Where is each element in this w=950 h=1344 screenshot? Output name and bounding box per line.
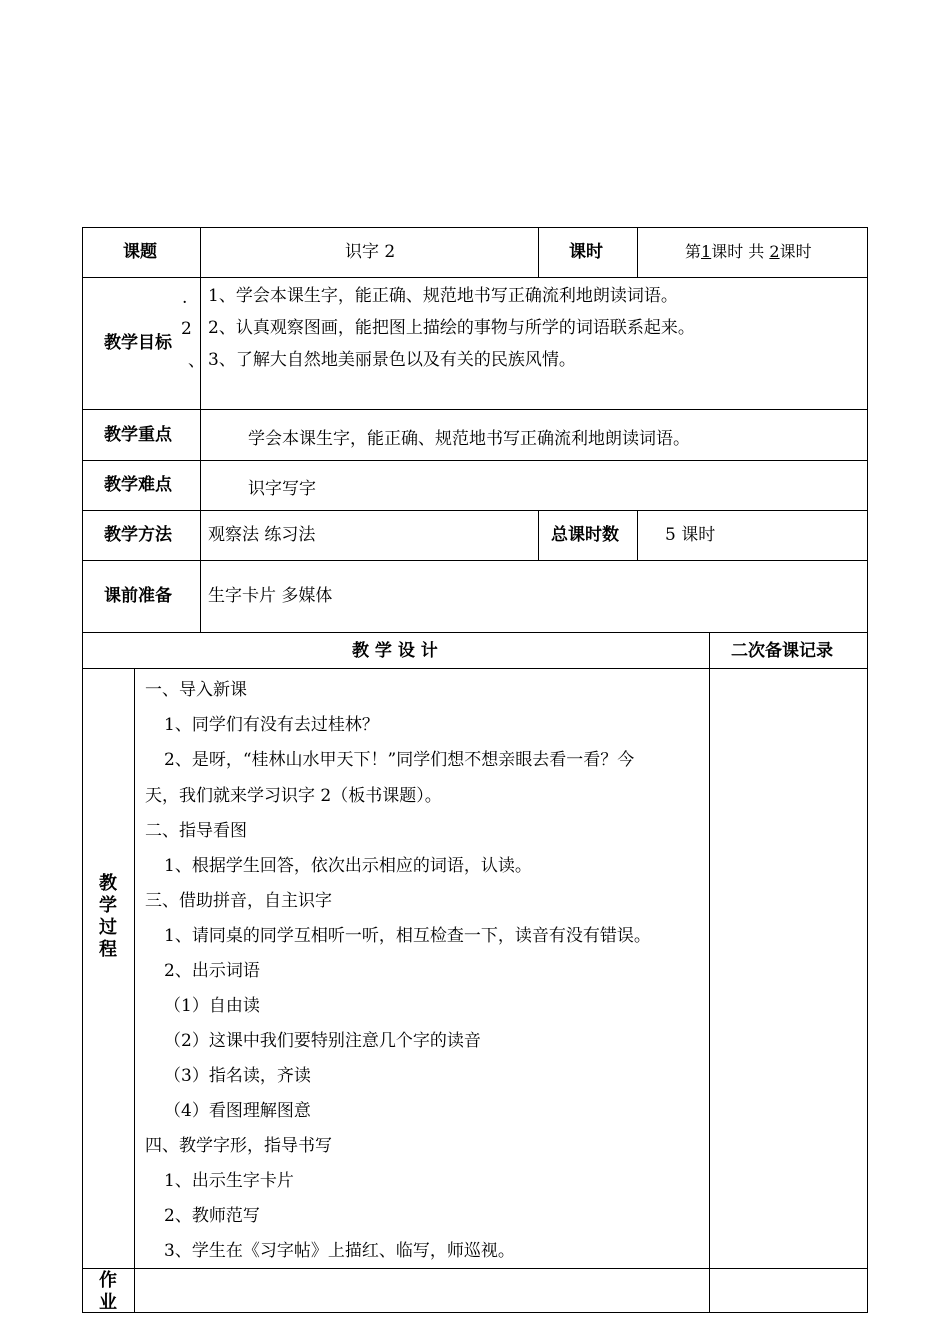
- preparation-label: 课前准备: [104, 586, 172, 606]
- goal-item: 3、了解大自然地美丽景色以及有关的民族风情。: [208, 350, 576, 370]
- process-line: 3、学生在《习字帖》上描红、临写，师巡视。: [164, 1241, 515, 1261]
- difficulty-value: 识字写字: [248, 479, 316, 499]
- method-value: 观察法 练习法: [208, 525, 316, 545]
- period-current: 1: [701, 242, 712, 261]
- topic-label: 课题: [123, 242, 157, 262]
- design-title: 教 学 设 计: [352, 641, 438, 661]
- process-line: 二、指导看图: [145, 821, 247, 841]
- grid-line: [82, 1312, 868, 1313]
- process-line: 1、请同桌的同学互相听一听，相互检查一下，读音有没有错误。: [164, 926, 651, 946]
- grid-line: [637, 227, 638, 278]
- grid-line: [538, 227, 539, 278]
- process-line: （4）看图理解图意: [164, 1101, 311, 1121]
- process-line: 一、导入新课: [145, 680, 247, 700]
- period-total: 2: [769, 242, 780, 261]
- process-line: 三、借助拼音，自主识字: [145, 891, 332, 911]
- grid-line: [709, 632, 710, 1313]
- period-mid: 课时 共: [711, 242, 765, 261]
- process-line: 1、根据学生回答，依次出示相应的词语，认读。: [164, 856, 532, 876]
- grid-line: [637, 510, 638, 561]
- grid-line: [82, 227, 83, 1313]
- process-line: （1）自由读: [164, 996, 260, 1016]
- grid-line: [134, 668, 135, 1313]
- process-line: 2、是呀，“桂林山水甲天下！”同学们想不想亲眼去看一看？今: [164, 750, 635, 770]
- grid-line: [82, 668, 868, 669]
- grid-line: [867, 227, 868, 1313]
- notes-title: 二次备课记录: [731, 641, 833, 661]
- goal-item: 1、学会本课生字，能正确、规范地书写正确流利地朗读词语。: [208, 286, 678, 306]
- total-periods-label: 总课时数: [551, 525, 619, 545]
- process-line: 天，我们就来学习识字 2（板书课题）。: [145, 786, 442, 806]
- process-line: 1、出示生字卡片: [164, 1171, 294, 1191]
- key-points-label: 教学重点: [104, 425, 172, 445]
- goals-mark: .: [182, 288, 188, 308]
- period-info: [685, 242, 812, 262]
- total-periods-value: 5 课时: [665, 525, 716, 545]
- process-line: 2、教师范写: [164, 1206, 260, 1226]
- goals-mark: 2: [181, 319, 192, 339]
- period-suffix: 课时: [779, 242, 812, 261]
- goal-item: 2、认真观察图画，能把图上描绘的事物与所学的词语联系起来。: [208, 318, 695, 338]
- preparation-value: 生字卡片 多媒体: [208, 586, 333, 606]
- grid-line: [538, 510, 539, 561]
- goals-mark: 、: [188, 351, 205, 371]
- method-label: 教学方法: [104, 525, 172, 545]
- homework-label: 作业: [99, 1270, 117, 1313]
- grid-line: [82, 1268, 868, 1269]
- period-prefix: 第: [685, 242, 702, 261]
- process-line: 1、同学们有没有去过桂林？: [164, 715, 379, 735]
- process-line: （3）指名读，齐读: [164, 1066, 311, 1086]
- process-line: （2）这课中我们要特别注意几个字的读音: [164, 1031, 481, 1051]
- process-line: 四、教学字形，指导书写: [145, 1136, 332, 1156]
- process-line: 2、出示词语: [164, 961, 260, 981]
- goals-label: 教学目标: [104, 333, 172, 353]
- process-label: 教学过程: [99, 873, 117, 960]
- key-points-value: 学会本课生字，能正确、规范地书写正确流利地朗读词语。: [248, 429, 690, 449]
- topic-value: 识字 2: [345, 242, 396, 262]
- grid-line: [200, 227, 201, 633]
- difficulty-label: 教学难点: [104, 475, 172, 495]
- period-label: 课时: [569, 242, 603, 262]
